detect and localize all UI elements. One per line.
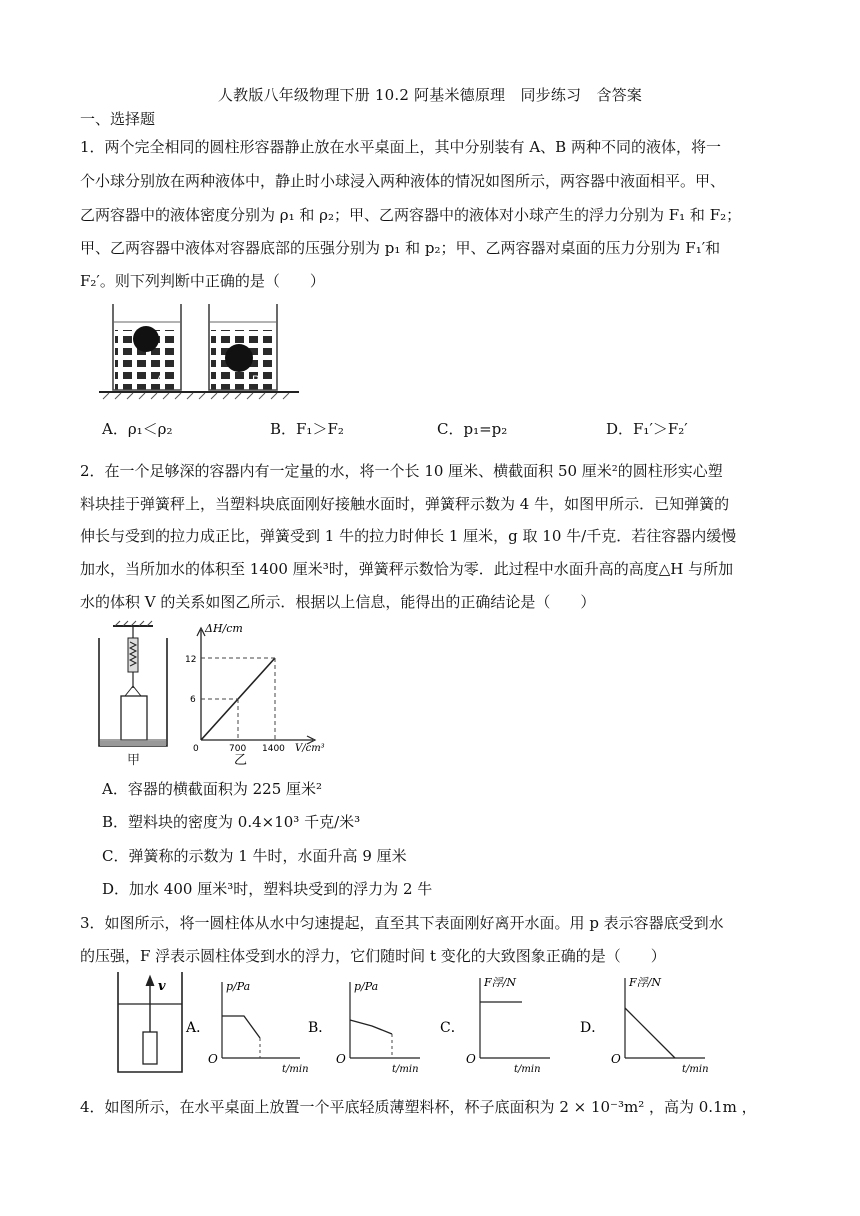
svg-text:F浮/N: F浮/N: [484, 976, 516, 989]
page-title: 人教版八年级物理下册 10.2 阿基米德原理 同步练习 含答案: [217, 86, 643, 104]
q1-line-5: F₂′。则下列判断中正确的是（ ）: [80, 272, 325, 290]
svg-text:t/min: t/min: [282, 1064, 309, 1075]
q1-option-d: D．F₁′＞F₂′: [606, 420, 688, 438]
svg-text:p/Pa: p/Pa: [226, 980, 251, 993]
graph-xlabel: V/cm³: [295, 743, 325, 754]
q1-line-2: 个小球分别放在两种液体中，静止时小球浸入两种液体的情况如图所示，两容器中液面相平。甲、: [80, 172, 726, 190]
svg-text:O: O: [336, 1052, 346, 1066]
q3-line-2: 的压强，F 浮表示圆柱体受到水的浮力，它们随时间 t 变化的大致图象正确的是（ ）: [80, 947, 666, 965]
q1-line-1: 1．两个完全相同的圆柱形容器静止放在水平桌面上，其中分别装有 A、B 两种不同的液体，将一: [80, 138, 721, 156]
label-jia: 甲: [127, 753, 141, 766]
q3-cylinder: [143, 1032, 157, 1064]
plastic-block: [121, 696, 147, 740]
ytick-12: 12: [185, 655, 197, 665]
q2-figure: [95, 618, 340, 766]
svg-text:O: O: [208, 1052, 218, 1066]
q3-graph-c: [466, 976, 550, 1075]
svg-text:t/min: t/min: [514, 1064, 541, 1075]
svg-text:p/Pa: p/Pa: [354, 980, 379, 993]
q4-line-1: 4．如图所示，在水平桌面上放置一个平底轻质薄塑料杯，杯子底面积为 2 × 10⁻³m² ，高为 0.1m ，: [80, 1098, 757, 1116]
q3-option-a: A．: [186, 1020, 211, 1036]
graph-origin: 0: [193, 744, 199, 754]
xtick-1400: 1400: [262, 744, 285, 754]
q2-graph: [185, 622, 325, 766]
q2-option-b: B．塑料块的密度为 0.4×10³ 千克/米³: [102, 813, 361, 831]
label-yi: 乙: [234, 753, 248, 766]
q3-option-c: C．: [440, 1020, 465, 1036]
q2-option-d: D．加水 400 厘米³时，塑料块受到的浮力为 2 牛: [102, 880, 433, 898]
svg-text:t/min: t/min: [682, 1064, 709, 1075]
svg-text:O: O: [466, 1052, 476, 1066]
q1-option-c: C．p₁=p₂: [437, 420, 508, 438]
ball-in-b: [225, 344, 253, 372]
q1-option-b: B．F₁＞F₂: [270, 420, 344, 438]
q3-graph-d: [611, 976, 709, 1075]
q3-figure: [110, 968, 730, 1080]
q1-line-4: 甲、乙两容器中液体对容器底部的压强分别为 p₁ 和 p₂；甲、乙两容器对桌面的压力分别为 F₁′和: [80, 239, 721, 257]
q1-line-3: 乙两容器中的液体密度分别为 ρ₁ 和 ρ₂；甲、乙两容器中的液体对小球产生的浮力分别为 F₁ 和 F₂；: [80, 206, 742, 224]
svg-text:F浮/N: F浮/N: [629, 976, 661, 989]
label-b: B: [252, 373, 261, 387]
q2-line-3: 伸长与受到的拉力成正比，弹簧受到 1 牛的拉力时伸长 1 厘米，g 取 10 牛/千克．若往容器内缓慢: [80, 527, 737, 545]
graph-ylabel: ΔH/cm: [205, 622, 243, 635]
ytick-6: 6: [190, 695, 196, 705]
q2-option-c: C．弹簧称的示数为 1 牛时，水面升高 9 厘米: [102, 847, 407, 865]
q3-option-d: D．: [580, 1020, 606, 1036]
velocity-label: v: [158, 979, 166, 994]
q1-option-a: A．ρ₁＜ρ₂: [102, 420, 173, 438]
xtick-700: 700: [229, 744, 247, 754]
ball-in-a: [133, 326, 159, 352]
q2-line-2: 料块挂于弹簧秤上，当塑料块底面刚好接触水面时，弹簧秤示数为 4 牛，如图甲所示．已知弹簧的: [80, 495, 730, 513]
q1-containers-figure: [95, 300, 305, 402]
q3-option-b: B．: [308, 1020, 333, 1036]
q3-line-1: 3．如图所示，将一圆柱体从水中匀速提起，直至其下表面刚好离开水面。用 p 表示容器底受到水: [80, 914, 724, 932]
svg-text:t/min: t/min: [392, 1064, 419, 1075]
svg-text:O: O: [611, 1052, 621, 1066]
label-a: A: [156, 373, 165, 387]
q2-option-a: A．容器的横截面积为 225 厘米²: [102, 780, 323, 798]
q2-line-4: 加水，当所加水的体积至 1400 厘米³时，弹簧秤示数恰为零．此过程中水面升高的高度△H 与所加: [80, 560, 734, 578]
q2-line-1: 2．在一个足够深的容器内有一定量的水，将一个长 10 厘米、横截面积 50 厘米²的圆柱形实心塑: [80, 462, 723, 480]
q3-graph-a: [208, 980, 309, 1075]
q3-graph-b: [336, 980, 420, 1075]
q2-line-5: 水的体积 V 的关系如图乙所示．根据以上信息，能得出的正确结论是（ ）: [80, 593, 596, 611]
section-heading: 一、选择题: [80, 110, 156, 128]
